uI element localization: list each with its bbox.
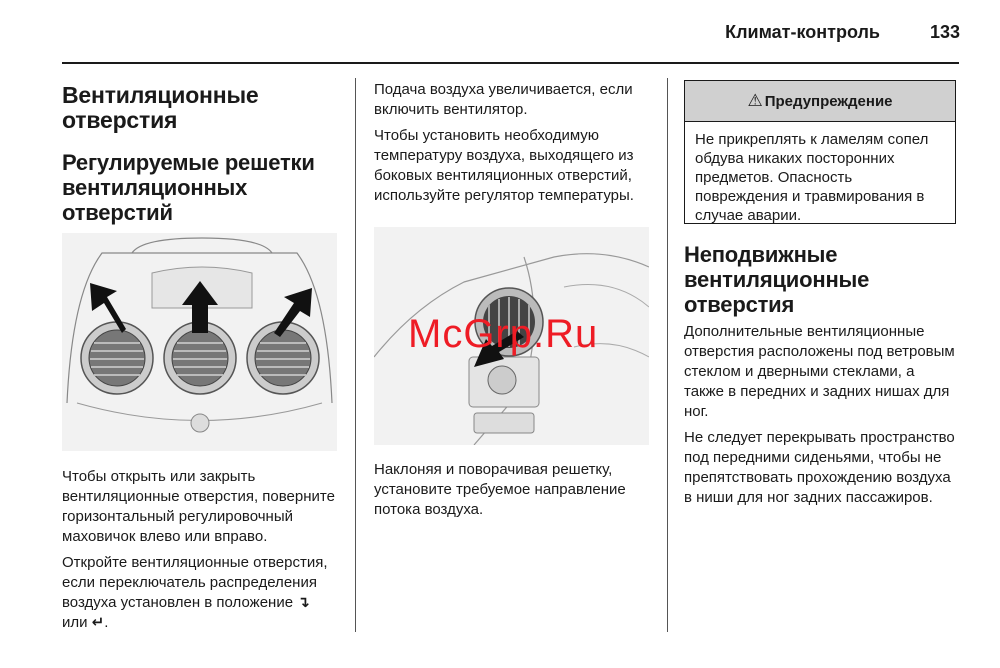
col1-body bbox=[62, 467, 337, 633]
col1-paragraph-1: Чтобы открыть или закрыть вентиляционные отверстия, поверните горизонтальный регулировочный маховичок влево или вправо. bbox=[62, 468, 335, 545]
warning-header bbox=[685, 81, 955, 122]
or-separator: или bbox=[62, 614, 88, 631]
dashboard-center-vents-illustration bbox=[62, 233, 337, 451]
warning-triangle-icon: ⚠ bbox=[747, 91, 763, 110]
subsection-heading: Регулируемые решетки вентиляционных отверстий bbox=[62, 150, 315, 225]
col2-body bbox=[374, 80, 649, 206]
section-heading: Вентиляционные отверстия bbox=[62, 82, 259, 133]
air-distribution-face-feet-icon: ↵ bbox=[91, 614, 105, 631]
warning-box bbox=[684, 80, 956, 224]
column-divider-1 bbox=[355, 78, 356, 632]
col2-paragraph-1: Подача воздуха увеличивается, если включить вентилятор. bbox=[374, 81, 633, 118]
col3-paragraph-1: Дополнительные вентиляционные отверстия расположены под ветровым стеклом и дверными стеклами, а также в передних и задних нишах для ног. bbox=[684, 323, 955, 420]
col3-body bbox=[684, 322, 956, 508]
fixed-vents-heading: Неподвижные вентиляционные отверстия bbox=[684, 242, 870, 317]
watermark: McGrp.Ru bbox=[408, 312, 599, 356]
col1-paragraph-2: Откройте вентиляционные отверстия, если переключатель распределения воздуха установлен в положение ↴ или ↵. bbox=[62, 554, 328, 631]
air-distribution-face-icon: ↴ bbox=[297, 594, 310, 611]
col2-caption: Наклоняя и поворачивая решетку, установите требуемое направление потока воздуха. bbox=[374, 461, 626, 518]
warning-title: Предупреждение bbox=[764, 92, 893, 110]
page-number: 133 bbox=[929, 22, 960, 42]
center-vents-figure bbox=[62, 233, 337, 451]
vent-left bbox=[81, 322, 153, 394]
running-header-title: Климат-контроль bbox=[725, 22, 880, 42]
warning-text: Не прикреплять к ламелям сопел обдува никаких посторонних предметов. Опасность повреждения и травмирования в случае аварии. bbox=[695, 131, 929, 224]
column-divider-2 bbox=[667, 78, 668, 632]
header-divider bbox=[62, 62, 959, 64]
col3-paragraph-2: Не следует перекрывать пространство под передними сиденьями, чтобы не препятствовать прохождению воздуха в ниши для ног задних пассажиров. bbox=[684, 429, 955, 506]
col2-paragraph-2: Чтобы установить необходимую температуру воздуха, выходящего из боковых вентиляционных отверстий, используйте регулятор температуры. bbox=[374, 127, 634, 204]
